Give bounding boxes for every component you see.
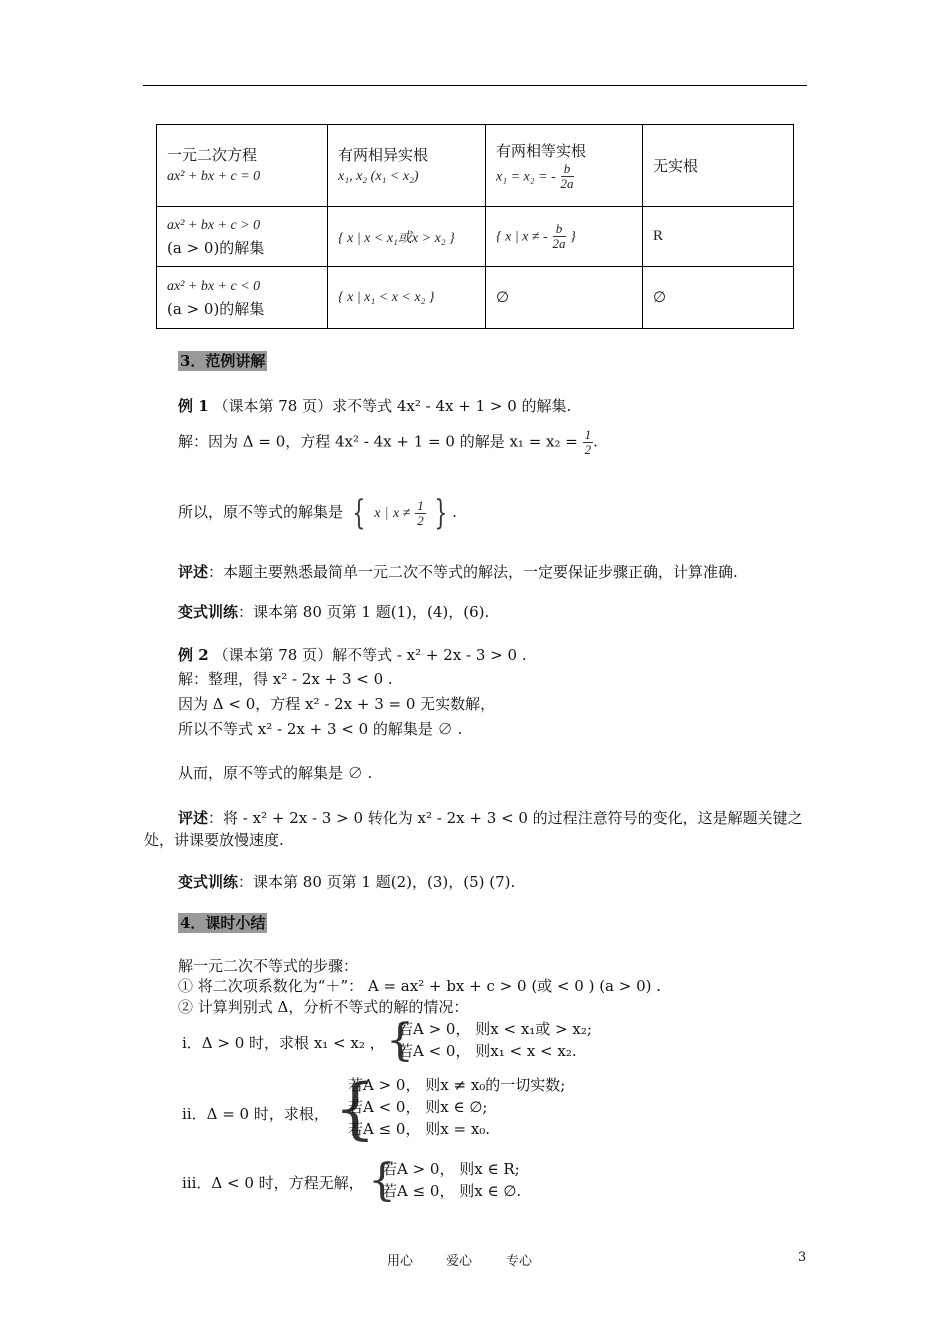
cell-math bbox=[496, 222, 642, 251]
table-cell bbox=[643, 267, 794, 329]
cell-math: ax² + bx + c < 0 bbox=[167, 278, 261, 294]
right-brace-icon: } bbox=[434, 493, 448, 533]
set-condition: x ≠ bbox=[393, 506, 411, 521]
review-label: 评述 bbox=[178, 563, 209, 581]
table-cell bbox=[157, 207, 328, 267]
left-brace-icon: { bbox=[368, 1155, 396, 1206]
case-iii-label: ⅲ．Δ < 0 时，方程无解， bbox=[182, 1174, 364, 1192]
review-label: 评述 bbox=[178, 809, 209, 827]
example-1-solution bbox=[178, 428, 598, 457]
fraction-denominator: 2 bbox=[584, 442, 592, 457]
cell-math: x₁, x₂ (x₁ < x₂) bbox=[338, 168, 419, 184]
table-cell bbox=[486, 207, 643, 267]
case-line: 若A > 0， 则x < x₁或 > x₂; bbox=[398, 1020, 592, 1038]
table-cell bbox=[486, 267, 643, 329]
variation-label: 变式训练 bbox=[178, 603, 239, 621]
cell-math: { x | x < x₁或x > x₂ } bbox=[338, 230, 455, 246]
example-label: 例 2 bbox=[178, 646, 209, 664]
example-2-conclusion: 从而，原不等式的解集是 ∅ . bbox=[178, 764, 373, 782]
fraction-numerator: 1 bbox=[417, 497, 424, 513]
table-cell bbox=[643, 207, 794, 267]
case-line: 若A ≤ 0， 则x = x₀. bbox=[348, 1120, 491, 1138]
section-heading bbox=[178, 913, 267, 933]
table-cell bbox=[328, 267, 486, 329]
cell-math: ∅ bbox=[496, 290, 510, 306]
case-line: 若A < 0， 则x ∈ ∅; bbox=[348, 1098, 488, 1116]
summary-line: ② 计算判别式 Δ，分析不等式的解的情况： bbox=[178, 998, 469, 1016]
math-text: { x | x ≠ - bbox=[496, 229, 548, 245]
case-ii-conditions bbox=[348, 1074, 565, 1140]
example-text: （课本第 78 页）求不等式 4x² - 4x + 1 > 0 的解集. bbox=[213, 397, 572, 415]
table-cell bbox=[157, 267, 328, 329]
variation-text: ：课本第 80 页第 1 题(1)，(4)，(6). bbox=[238, 603, 490, 621]
variation-label: 变式训练 bbox=[178, 873, 239, 891]
case-i-label: ⅰ．Δ > 0 时，求根 x₁ < x₂ ， bbox=[182, 1034, 385, 1052]
footer-text: 爱心 bbox=[446, 1254, 473, 1269]
left-brace-icon: { bbox=[386, 1015, 414, 1066]
fraction-numerator: b bbox=[561, 162, 574, 177]
example-1-answer bbox=[178, 493, 457, 533]
cell-line: 有两相异实根 bbox=[338, 145, 429, 164]
fraction bbox=[415, 499, 426, 528]
footer-text: 专心 bbox=[506, 1254, 533, 1269]
variation-1 bbox=[178, 602, 489, 622]
period: . bbox=[452, 503, 457, 521]
fraction-denominator: 2a bbox=[560, 176, 574, 191]
cell-math: ax² + bx + c = 0 bbox=[167, 168, 261, 184]
cell-line: 有两相等实根 bbox=[496, 142, 587, 160]
cell-math: ax² + bx + c > 0 bbox=[167, 217, 261, 233]
case-line: 若A > 0， 则x ≠ x₀的一切实数; bbox=[348, 1076, 566, 1094]
cell-math: ∅ bbox=[653, 290, 667, 306]
example-1 bbox=[178, 396, 571, 416]
cell-math: R bbox=[653, 228, 664, 244]
left-brace-icon: { bbox=[352, 493, 366, 533]
section-heading-text: 3．范例讲解 bbox=[180, 352, 266, 370]
header-rule bbox=[143, 85, 807, 86]
math-text: } bbox=[570, 229, 576, 245]
table-cell bbox=[157, 125, 328, 207]
case-i-conditions bbox=[398, 1018, 592, 1062]
variation-2 bbox=[178, 872, 515, 892]
left-brace-icon: { bbox=[334, 1070, 376, 1147]
period: . bbox=[593, 432, 598, 451]
review-text: ：将 - x² + 2x - 3 > 0 转化为 x² - 2x + 3 < 0 的过程注意符号的变化，这是解题关键之处，讲课要放慢速度. bbox=[144, 809, 803, 849]
fraction bbox=[553, 222, 566, 251]
review-1 bbox=[178, 562, 738, 582]
example-label: 例 1 bbox=[178, 397, 209, 415]
section-heading bbox=[178, 351, 267, 371]
table-cell bbox=[486, 125, 643, 207]
fraction bbox=[561, 162, 574, 191]
case-line: 若A < 0， 则x₁ < x < x₂. bbox=[398, 1042, 577, 1060]
cell-line: 一元二次方程 bbox=[167, 145, 258, 164]
cell-line: (a > 0)的解集 bbox=[167, 238, 265, 257]
fraction-denominator: 2a bbox=[552, 236, 566, 251]
fraction bbox=[583, 428, 594, 457]
cell-line: 无实根 bbox=[653, 157, 699, 175]
table-cell bbox=[328, 207, 486, 267]
case-line: 若A ≤ 0， 则x ∈ ∅. bbox=[382, 1182, 522, 1200]
set-variable: x bbox=[374, 506, 381, 521]
example-2 bbox=[178, 645, 527, 665]
cell-line: (a > 0)的解集 bbox=[167, 299, 265, 318]
case-iii-conditions bbox=[382, 1158, 521, 1202]
cell-math: { x | x₁ < x < x₂ } bbox=[338, 289, 435, 305]
set-bar-icon: | bbox=[385, 505, 389, 521]
example-2-line: 因为 Δ < 0，方程 x² - 2x + 3 = 0 无实数解， bbox=[178, 695, 496, 713]
summary-line: ① 将二次项系数化为“＋”： A = ax² + bx + c > 0 (或 < 0 ) (a > 0) . bbox=[178, 977, 662, 995]
inequality-table bbox=[156, 124, 794, 329]
table-cell bbox=[643, 125, 794, 207]
table-cell bbox=[328, 125, 486, 207]
section-heading-text: 4．课时小结 bbox=[180, 914, 266, 932]
fraction-numerator: 1 bbox=[584, 427, 592, 442]
review-text: ：本题主要熟悉最简单一元二次不等式的解法，一定要保证步骤正确，计算准确. bbox=[208, 563, 738, 581]
variation-text: ：课本第 80 页第 1 题(2)，(3)，(5) (7). bbox=[238, 873, 516, 891]
summary-line: 解一元二次不等式的步骤： bbox=[178, 957, 359, 975]
answer-text: 所以，原不等式的解集是 bbox=[178, 503, 344, 521]
fraction-denominator: 2 bbox=[417, 512, 424, 528]
example-2-line: 解：整理，得 x² - 2x + 3 < 0 . bbox=[178, 670, 393, 688]
example-2-line: 所以不等式 x² - 2x + 3 < 0 的解集是 ∅ . bbox=[178, 720, 463, 738]
math-text: x₁ = x₂ = - bbox=[496, 169, 556, 185]
solution-text: 解：因为 Δ = 0，方程 4x² - 4x + 1 = 0 的解是 x₁ = x₂ = bbox=[178, 432, 578, 451]
fraction-numerator: b bbox=[553, 222, 566, 237]
example-text: （课本第 78 页）解不等式 - x² + 2x - 3 > 0 . bbox=[213, 646, 527, 664]
case-ii-label: ⅱ．Δ = 0 时，求根， bbox=[182, 1105, 329, 1123]
cell-math bbox=[496, 162, 642, 191]
footer-text: 用心 bbox=[387, 1254, 414, 1269]
case-line: 若A > 0， 则x ∈ R; bbox=[382, 1160, 520, 1178]
review-2 bbox=[144, 807, 808, 851]
page-number: 3 bbox=[798, 1250, 807, 1265]
